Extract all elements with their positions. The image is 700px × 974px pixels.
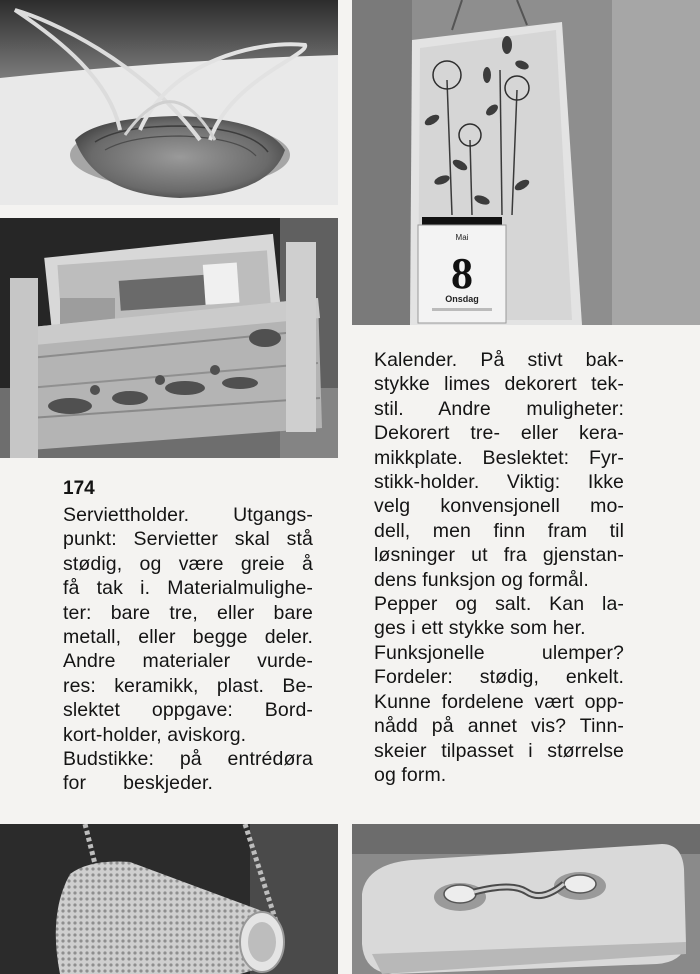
salt-pepper-photo [352,824,700,974]
calendar-photo [352,0,700,325]
text-line: skeier tilpasset i størrelse [374,739,624,762]
text-line: dell, men finn fram til [374,519,624,542]
text-line: Andre materialer vurde- [63,650,313,673]
calendar-month: Mai [455,233,469,242]
text-line: dens funksjon og formål. [374,568,589,591]
text-line: Kalender. På stivt bak- [374,349,624,371]
left-column-text [63,503,313,796]
text-line: stikk-holder. Viktig: Ikke [374,471,624,494]
text-line: nådd på annet vis? Tinn- [374,715,624,738]
text-line: ges i ett stykke som her. [374,617,586,640]
text-line: for beskjeder. [63,772,213,795]
text-line: Serviettholder. Utgangs- [63,504,313,526]
budstikke-photo [0,824,338,974]
napkin-holder-photo [0,0,338,205]
text-line: mikkplate. Beslektet: Fyr- [374,446,624,469]
page-number: 174 [63,478,95,499]
right-column-text [374,348,624,787]
wooden-box-illustration [0,218,338,458]
text-line: få tak i. Materialmulighe- [63,577,313,600]
text-line: punkt: Servietter skal stå [63,528,313,551]
text-line: Funksjonelle ulemper? [374,641,624,664]
salt-pepper-illustration [352,824,700,974]
text-line: stødig, og være greie å [63,552,313,575]
text-line: Pepper og salt. Kan la- [374,593,624,616]
text-line: og form. [374,763,447,786]
napkin-holder-illustration [0,0,338,205]
calendar-day: 8 [451,249,473,298]
text-line: stykke limes dekorert tek- [374,373,624,396]
text-line: løsninger ut fra gjenstan- [374,544,624,567]
text-line: kort-holder, aviskorg. [63,723,247,746]
calendar-illustration [352,0,700,325]
text-line: res: keramikk, plast. Be- [63,674,313,697]
text-line: Budstikke: på entrédøra [63,748,313,771]
text-line: ter: bare tre, eller bare [63,601,313,624]
text-line: velg konvensjonell mo- [374,495,624,518]
text-line: metall, eller begge deler. [63,626,313,649]
text-line: slektet oppgave: Bord- [63,699,313,722]
calendar-weekday: Onsdag [445,294,479,304]
budstikke-illustration [0,824,338,974]
text-line: Dekorert tre- eller kera- [374,422,624,445]
text-line: stil. Andre muligheter: [374,397,624,420]
text-line: Fordeler: stødig, enkelt. [374,666,624,689]
text-line: Kunne fordelene vært opp- [374,690,624,713]
wooden-box-photo [0,218,338,458]
